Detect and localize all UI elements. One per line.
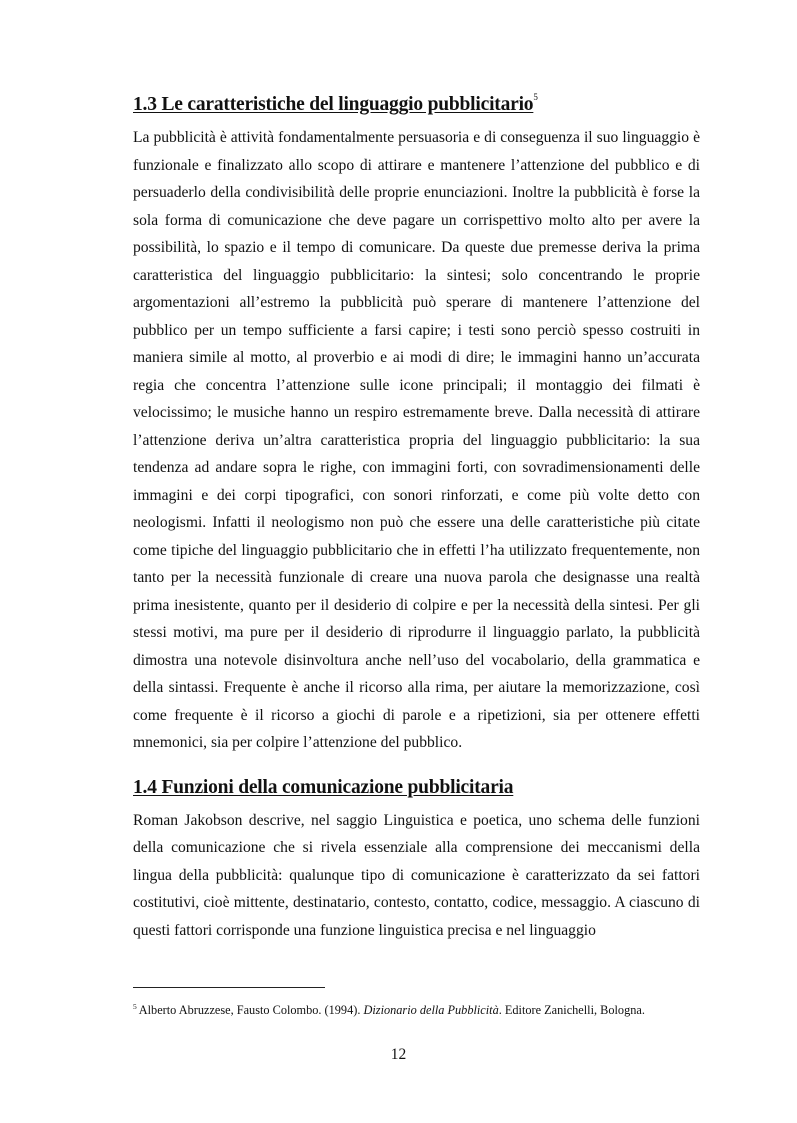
footnote <box>133 1002 713 1018</box>
footnote-reference: 5 <box>533 92 538 102</box>
section-heading-text: 1.3 Le caratteristiche del linguaggio pubblicitario <box>133 94 534 115</box>
footnote-book-title: Dizionario della Pubblicità <box>363 1003 499 1017</box>
footnote-separator <box>133 987 325 988</box>
footnote-authors: Alberto Abruzzese, Fausto Colombo. (1994). <box>138 1003 364 1017</box>
page-number: 12 <box>390 1046 407 1063</box>
page-content <box>133 86 700 944</box>
section-1-4-paragraph: Roman Jakobson descrive, nel saggio Linguistica e poetica, uno schema delle funzioni della comunicazione che si rivela essenziale alla comprensione dei meccanismi della lingua della pubblicità: qualunque tipo di comunicazione è caratterizzato da sei fattori costitutivi, cioè mittente, destinatario, contesto, contatto, codice, messaggio. A ciascuno di questi fattori corrisponde una funzione linguistica precisa e nel linguaggio <box>133 811 700 939</box>
section-1-3-paragraph: La pubblicità è attività fondamentalmente persuasoria e di conseguenza il suo linguaggio è funzionale e finalizzato allo scopo di attirare e mantenere l’attenzione del pubblico e di persuaderlo della condivisibilità delle proprie enunciazioni. Inoltre la pubblicità è forse la sola forma di comunicazione che deve pagare un corrispettivo molto alto per avere la possibilità, lo spazio e il tempo di comunicare. Da queste due premesse deriva la prima caratteristica del linguaggio pubblicitario: la sintesi; solo concentrando le proprie argomentazioni all’estremo la pubblicità può sperare di mantenere l’attenzione del pubblico per un tempo sufficiente a farsi capire; i testi sono perciò spesso costruiti in maniera simile al motto, al proverbio e ai modi di dire; le immagini hanno un’accurata regia che concentra l’attenzione sulle icone principali; il montaggio dei filmati è velocissimo; le musiche hanno un respiro estremamente breve. Dalla necessità di attirare l’attenzione deriva un’altra caratteristica propria del linguaggio pubblicitario: la sua tendenza ad andare sopra le righe, con immagini forti, con sovradimensionamenti delle immagini e dei corpi tipografici, con sonori rinforzati, e come più volte detto con neologismi. Infatti il neologismo non può che essere una delle caratteristiche più citate come tipiche del linguaggio pubblicitario che in effetti l’ha utilizzato frequentemente, non tanto per la necessità funzionale di creare una nuova parola che designasse una realtà prima inesistente, quanto per il desiderio di colpire e per la necessità della sintesi. Per gli stessi motivi, ma pure per il desiderio di riprodurre il linguaggio parlato, la pubblicità dimostra una notevole disinvoltura anche nell’uso del vocabolario, della grammatica e della sintassi. Frequente è anche il ricorso alla rima, per aiutare la memorizzazione, così come frequente è il ricorso a giochi di parole e a ripetizioni, sia per ottenere effetti mnemonici, sia per colpire l’attenzione del pubblico. <box>133 129 700 751</box>
footnote-publisher: . Editore Zanichelli, Bologna. <box>498 1003 645 1017</box>
section-heading-1-3 <box>133 86 700 124</box>
footnote-number: 5 <box>133 1002 137 1011</box>
section-heading-1-4: 1.4 Funzioni della comunicazione pubblicitaria <box>133 776 514 798</box>
